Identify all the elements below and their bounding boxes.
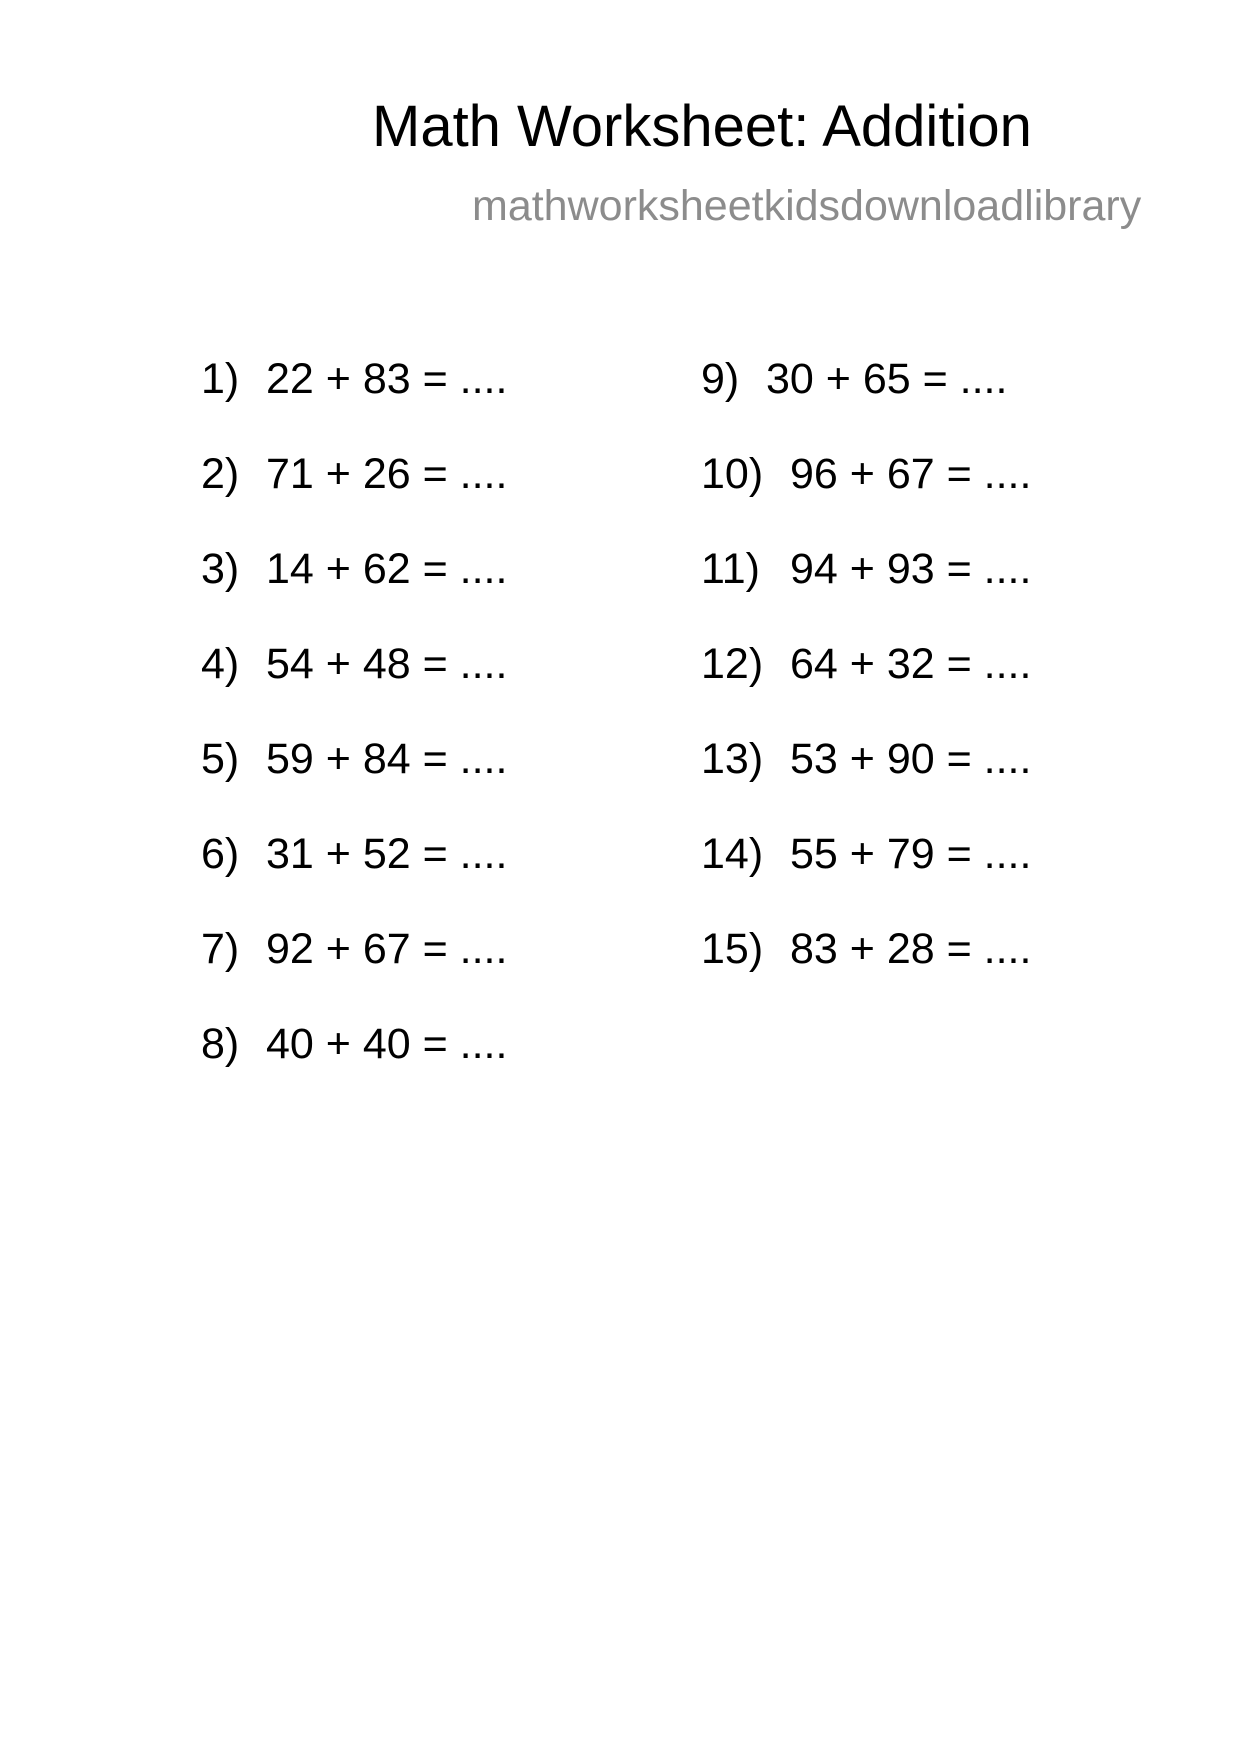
problem-expression: 71 + 26 = .... xyxy=(266,450,508,498)
problem-15 xyxy=(701,925,1032,973)
problem-9 xyxy=(701,355,1008,403)
problem-3 xyxy=(201,545,508,593)
problem-5 xyxy=(201,735,508,783)
problem-number: 5) xyxy=(201,735,240,783)
problem-expression: 55 + 79 = .... xyxy=(790,830,1032,878)
problem-10 xyxy=(701,450,1032,498)
problem-number: 6) xyxy=(201,830,240,878)
problem-11 xyxy=(701,545,1032,593)
problem-number: 13) xyxy=(701,735,764,783)
problem-number: 12) xyxy=(701,640,764,688)
problem-expression: 59 + 84 = .... xyxy=(266,735,508,783)
problem-number: 10) xyxy=(701,450,764,498)
problem-number: 2) xyxy=(201,450,240,498)
problem-expression: 64 + 32 = .... xyxy=(790,640,1032,688)
problem-14 xyxy=(701,830,1032,878)
problem-number: 8) xyxy=(201,1020,240,1068)
problem-expression: 30 + 65 = .... xyxy=(766,355,1008,403)
problem-7 xyxy=(201,925,508,973)
problem-expression: 22 + 83 = .... xyxy=(266,355,508,403)
problem-expression: 83 + 28 = .... xyxy=(790,925,1032,973)
problem-1 xyxy=(201,355,508,403)
problem-expression: 94 + 93 = .... xyxy=(790,545,1032,593)
problem-12 xyxy=(701,640,1032,688)
problem-number: 15) xyxy=(701,925,764,973)
problem-number: 9) xyxy=(701,355,740,403)
problem-expression: 53 + 90 = .... xyxy=(790,735,1032,783)
problem-6 xyxy=(201,830,508,878)
problem-number: 11) xyxy=(701,545,760,593)
problem-number: 14) xyxy=(701,830,764,878)
problem-expression: 14 + 62 = .... xyxy=(266,545,508,593)
problem-expression: 31 + 52 = .... xyxy=(266,830,508,878)
page-title: Math Worksheet: Addition xyxy=(372,94,1032,159)
problem-number: 3) xyxy=(201,545,240,593)
problem-13 xyxy=(701,735,1032,783)
problem-2 xyxy=(201,450,508,498)
problem-number: 4) xyxy=(201,640,240,688)
problem-number: 7) xyxy=(201,925,240,973)
problem-expression: 54 + 48 = .... xyxy=(266,640,508,688)
problem-number: 1) xyxy=(201,355,240,403)
problem-expression: 96 + 67 = .... xyxy=(790,450,1032,498)
page-subtitle: mathworksheetkidsdownloadlibrary xyxy=(472,182,1142,230)
problem-expression: 40 + 40 = .... xyxy=(266,1020,508,1068)
problem-8 xyxy=(201,1020,508,1068)
problem-expression: 92 + 67 = .... xyxy=(266,925,508,973)
problem-4 xyxy=(201,640,508,688)
